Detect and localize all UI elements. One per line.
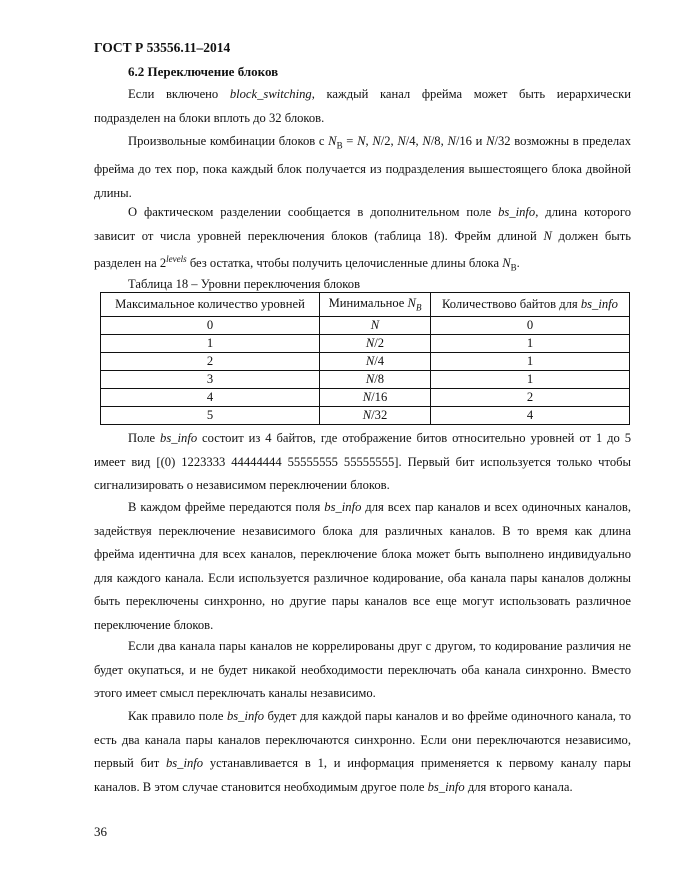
header-max-levels: Максимальное количество уровней — [101, 293, 320, 317]
page-number: 36 — [94, 824, 107, 839]
paragraph-3: О фактическом разделении сообщается в дополнительном поле bs_info, длина которого зависит от числа уровней переключения блоков (таблица 18). Фрейм длиной N должен быть разделен на $2^{levels}$ без остатка, чтобы получить целочисленные длины блока $N_B$. — [94, 205, 631, 273]
table-row: 4 N/16 2 — [101, 389, 630, 407]
paragraph-5: В каждом фрейме передаются поля bs_info для всех пар каналов и всех одиночных каналов, задействуя переключение независимого блока для различных каналов. В то время как длина фрейма идентична для всех каналов, переключение блока может быть выполнено индивидуально для каждого канала. Если используется различное кодирование, оба канала пары каналов должны быть переключены синхронно, но другие пары каналов все еще могут использовать различное переключение блоков. — [94, 500, 631, 632]
table-row: 5 N/32 4 — [101, 407, 630, 425]
term-block-switching: block_switching — [229, 87, 312, 101]
section-heading: 6.2 Переключение блоков — [128, 64, 279, 79]
paragraph-7: Как правило поле bs_info будет для каждой пары каналов и во фрейме одиночного канала, то есть два канала пары каналов переключаются синхронно. Если они переключаются независимо, первый бит bs_info устанавливается в 1, и информация применяется к первому каналу пары каналов. В этом случае становится необходимым другое поле bs_info для второго канала. — [94, 709, 632, 794]
table-caption: Таблица 18 – Уровни переключения блоков — [128, 277, 361, 291]
table-row: 3 N/8 1 — [101, 371, 630, 389]
paragraph-1: Если включено block_switching, каждый канал фрейма может быть иерархически подразделен на блоки вплоть до 32 блоков. — [94, 87, 631, 125]
table-row: 1 N/2 1 — [101, 335, 630, 353]
table-row: 2 N/4 1 — [101, 353, 630, 371]
header-min-nb: Минимальное $N_B$ — [320, 293, 431, 317]
table-header-row — [101, 293, 630, 317]
block-switching-levels-table — [100, 292, 630, 425]
paragraph-2: Произвольные комбинации блоков с $N_B = N$, N/2, N/4, N/8, N/16 и N/32 возможны в пределах фрейма до тех пор, пока каждый блок получается из подразделения вышестоящего блока двойной длины. — [94, 134, 632, 200]
paragraph-4: Поле bs_info состоит из 4 байтов, где отображение битов относительно уровней от 1 до 5 имеет вид [(0) 1223333 44444444 55555555 55555555]. Первый бит используется только чтобы сигнализировать о независимом переключении блоков. — [94, 431, 632, 492]
table-row: 0 N 0 — [101, 317, 630, 335]
paragraph-6: Если два канала пары каналов не коррелированы друг с другом, то кодирование различия не будет окупаться, и не будет никакой необходимости переключать оба канала синхронно. Вместо этого имеет смысл переключать каналы независимо. — [94, 639, 631, 700]
standard-code: ГОСТ Р 53556.11–2014 — [94, 40, 231, 55]
header-bytes: Количествово байтов для bs_info — [431, 293, 630, 317]
